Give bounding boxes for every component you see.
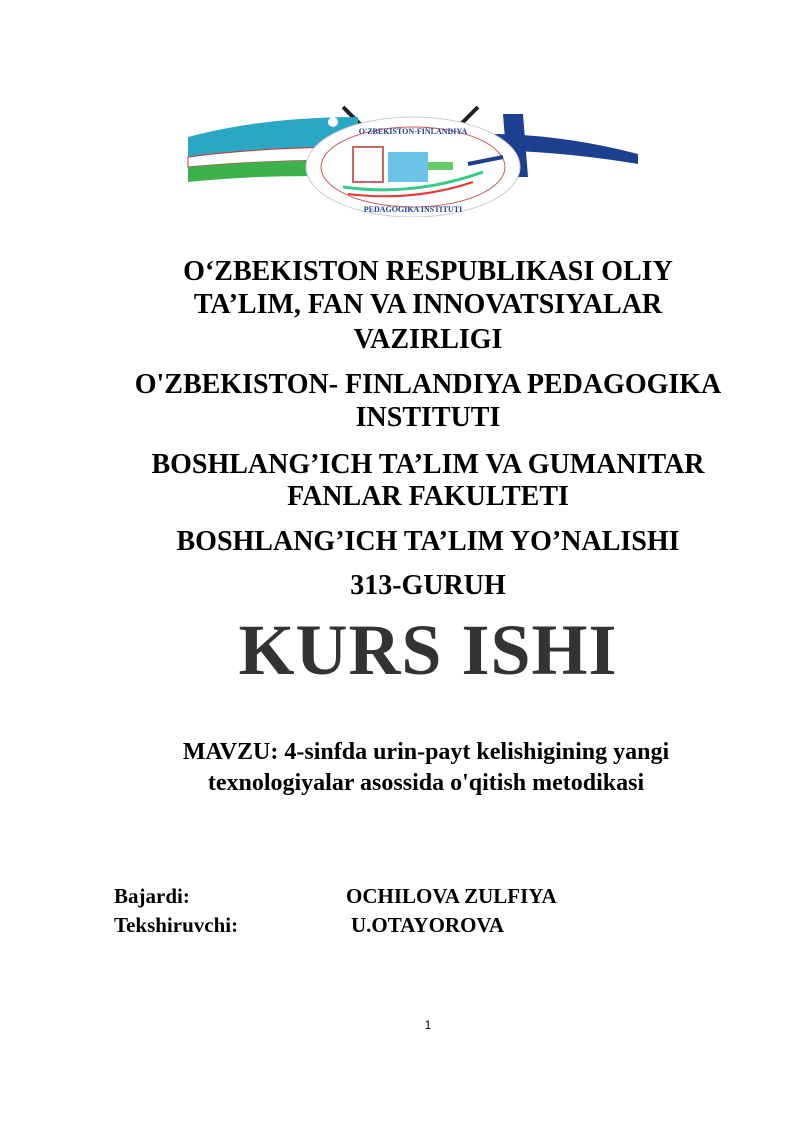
heading-line-3: VAZIRLIGI — [353, 324, 503, 355]
performer-label: Bajardi: — [114, 884, 190, 908]
heading-line-2: TA’LIM, FAN VA INNOVATSIYALAR — [193, 289, 663, 320]
heading-line-9: 313-GURUH — [350, 570, 506, 601]
performer-name: OCHILOVA ZULFIYA — [346, 884, 557, 908]
page-number: 1 — [424, 1018, 432, 1032]
document-title: KURS ISHI — [238, 610, 618, 690]
heading-line-5: INSTITUTI — [355, 402, 501, 433]
topic-line-2: texnologiyalar asossida o'qitish metodikasi — [207, 770, 645, 796]
institute-logo — [183, 102, 643, 217]
heading-line-8: BOSHLANG’ICH TA’LIM YO’NALISHI — [176, 526, 680, 557]
svg-text:O'ZBEKISTON-FINLANDIYA: O'ZBEKISTON-FINLANDIYA — [358, 127, 468, 136]
emblem — [306, 117, 520, 217]
topic-line-1: MAVZU: 4-sinfda urin-payt kelishigining yangi — [182, 739, 670, 765]
heading-line-7: FANLAR FAKULTETI — [287, 481, 569, 512]
heading-line-1: O‘ZBEKISTON RESPUBLIKASI OLIY — [183, 256, 673, 287]
reviewer-name: U.OTAYOROVA — [351, 913, 505, 937]
reviewer-label: Tekshiruvchi: — [114, 913, 239, 937]
heading-line-6: BOSHLANG’ICH TA’LIM VA GUMANITAR — [151, 449, 705, 480]
svg-text:PEDAGOGIKA INSTITUTI: PEDAGOGIKA INSTITUTI — [363, 205, 463, 214]
heading-line-4: O'ZBEKISTON- FINLANDIYA PEDAGOGIKA — [134, 369, 722, 400]
